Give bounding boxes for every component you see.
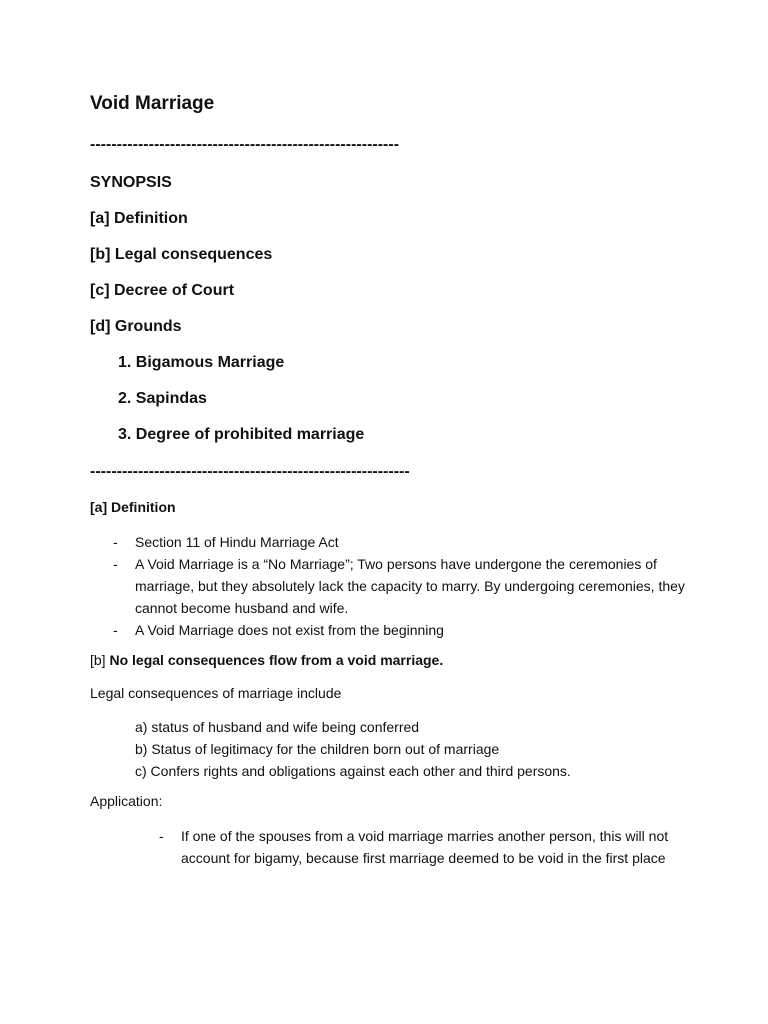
synopsis-item-legal-consequences: [b] Legal consequences xyxy=(90,246,273,263)
list-item: a) status of husband and wife being conferred xyxy=(135,719,420,735)
synopsis-item-grounds: [d] Grounds xyxy=(90,318,182,335)
synopsis-ground-bigamous: 1. Bigamous Marriage xyxy=(118,354,285,371)
dash-bullet: - xyxy=(113,622,118,638)
synopsis-ground-prohibited-degree: 3. Degree of prohibited marriage xyxy=(118,426,365,443)
dash-bullet: - xyxy=(113,556,118,572)
section-b-heading xyxy=(90,652,443,668)
application-bullet-list xyxy=(156,825,696,869)
section-b-title: No legal consequences flow from a void marriage. xyxy=(109,652,444,668)
synopsis-item-decree-of-court: [c] Decree of Court xyxy=(90,282,235,299)
list-item xyxy=(110,531,690,553)
bullet-text: If one of the spouses from a void marriage marries another person, this will not account for bigamy, because first marriage deemed to be void in the first place xyxy=(181,828,669,866)
list-item xyxy=(110,619,690,641)
consequences-list xyxy=(135,716,571,782)
dash-bullet: - xyxy=(113,534,118,550)
synopsis-heading: SYNOPSIS xyxy=(90,174,172,191)
separator-rule-top: ---------------------------------------------------------- xyxy=(90,136,400,153)
document-title: Void Marriage xyxy=(90,93,215,114)
section-a-bullet-list xyxy=(110,531,690,641)
list-item xyxy=(110,553,690,619)
synopsis-ground-sapindas: 2. Sapindas xyxy=(118,390,207,407)
bullet-text: Section 11 of Hindu Marriage Act xyxy=(135,534,339,550)
list-item xyxy=(156,825,696,869)
section-a-heading: [a] Definition xyxy=(90,499,176,515)
synopsis-item-definition: [a] Definition xyxy=(90,210,188,227)
dash-bullet: - xyxy=(159,828,164,844)
consequences-intro: Legal consequences of marriage include xyxy=(90,685,342,701)
list-item: c) Confers rights and obligations against each other and third persons. xyxy=(135,763,571,779)
bullet-text: A Void Marriage does not exist from the beginning xyxy=(135,622,444,638)
section-b-prefix: [b] xyxy=(90,652,106,668)
list-item: b) Status of legitimacy for the children born out of marriage xyxy=(135,741,500,757)
application-label: Application: xyxy=(90,793,163,809)
bullet-text: A Void Marriage is a “No Marriage”; Two persons have undergone the ceremonies of marriage, but they absolutely lack the capacity to marry. By undergoing ceremonies, they cannot become husband and wife. xyxy=(135,556,685,616)
separator-rule-bottom: ------------------------------------------------------------ xyxy=(90,463,410,480)
